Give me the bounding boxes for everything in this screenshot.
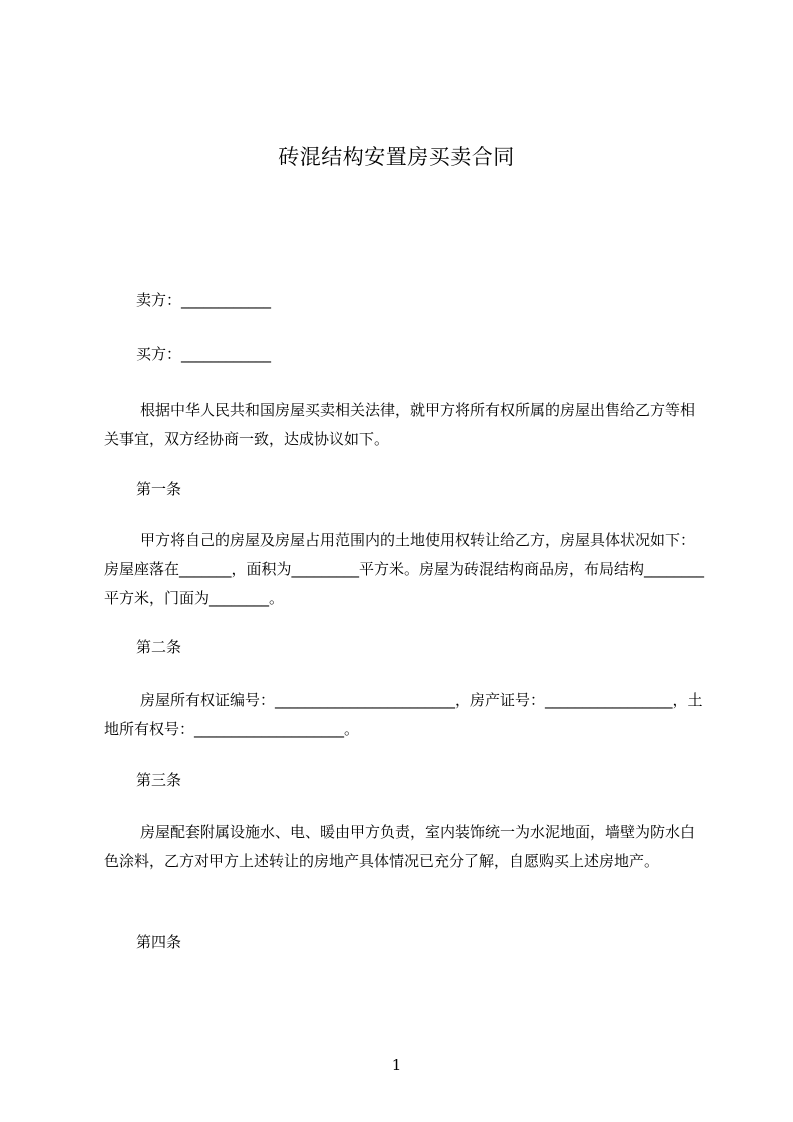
- article-4-heading: 第四条: [136, 933, 182, 951]
- article-3-text: 房屋配套附属设施水、电、暖由甲方负责，室内装饰统一为水泥地面，墙壁为防水白色涂料，乙方对甲方上述转让的房地产具体情况已充分了解，自愿购买上述房地产。: [104, 823, 696, 870]
- article-1-text: 甲方将自己的房屋及房屋占用范围内的土地使用权转让给乙方，房屋具体状况如下：房屋座落在_______，面积为_________平方米。房屋为砖混结构商品房，布局结构________平方米，门面为________。: [104, 531, 705, 607]
- buyer-line: 买方：____________: [136, 345, 272, 363]
- article-1-heading: 第一条: [136, 480, 182, 498]
- article-2-heading: 第二条: [136, 638, 182, 656]
- document-title: 砖混结构安置房买卖合同: [278, 145, 515, 169]
- page-number: 1: [391, 1056, 402, 1074]
- article-3-heading: 第三条: [136, 771, 182, 789]
- article-2-text: 房屋所有权证编号：________________________，房产证号：_________________，土地所有权号：____________________。: [104, 691, 703, 738]
- seller-line: 卖方：____________: [136, 291, 272, 309]
- intro-paragraph: 根据中华人民共和国房屋买卖相关法律，就甲方将所有权所属的房屋出售给乙方等相关事宜，双方经协商一致，达成协议如下。: [104, 401, 696, 448]
